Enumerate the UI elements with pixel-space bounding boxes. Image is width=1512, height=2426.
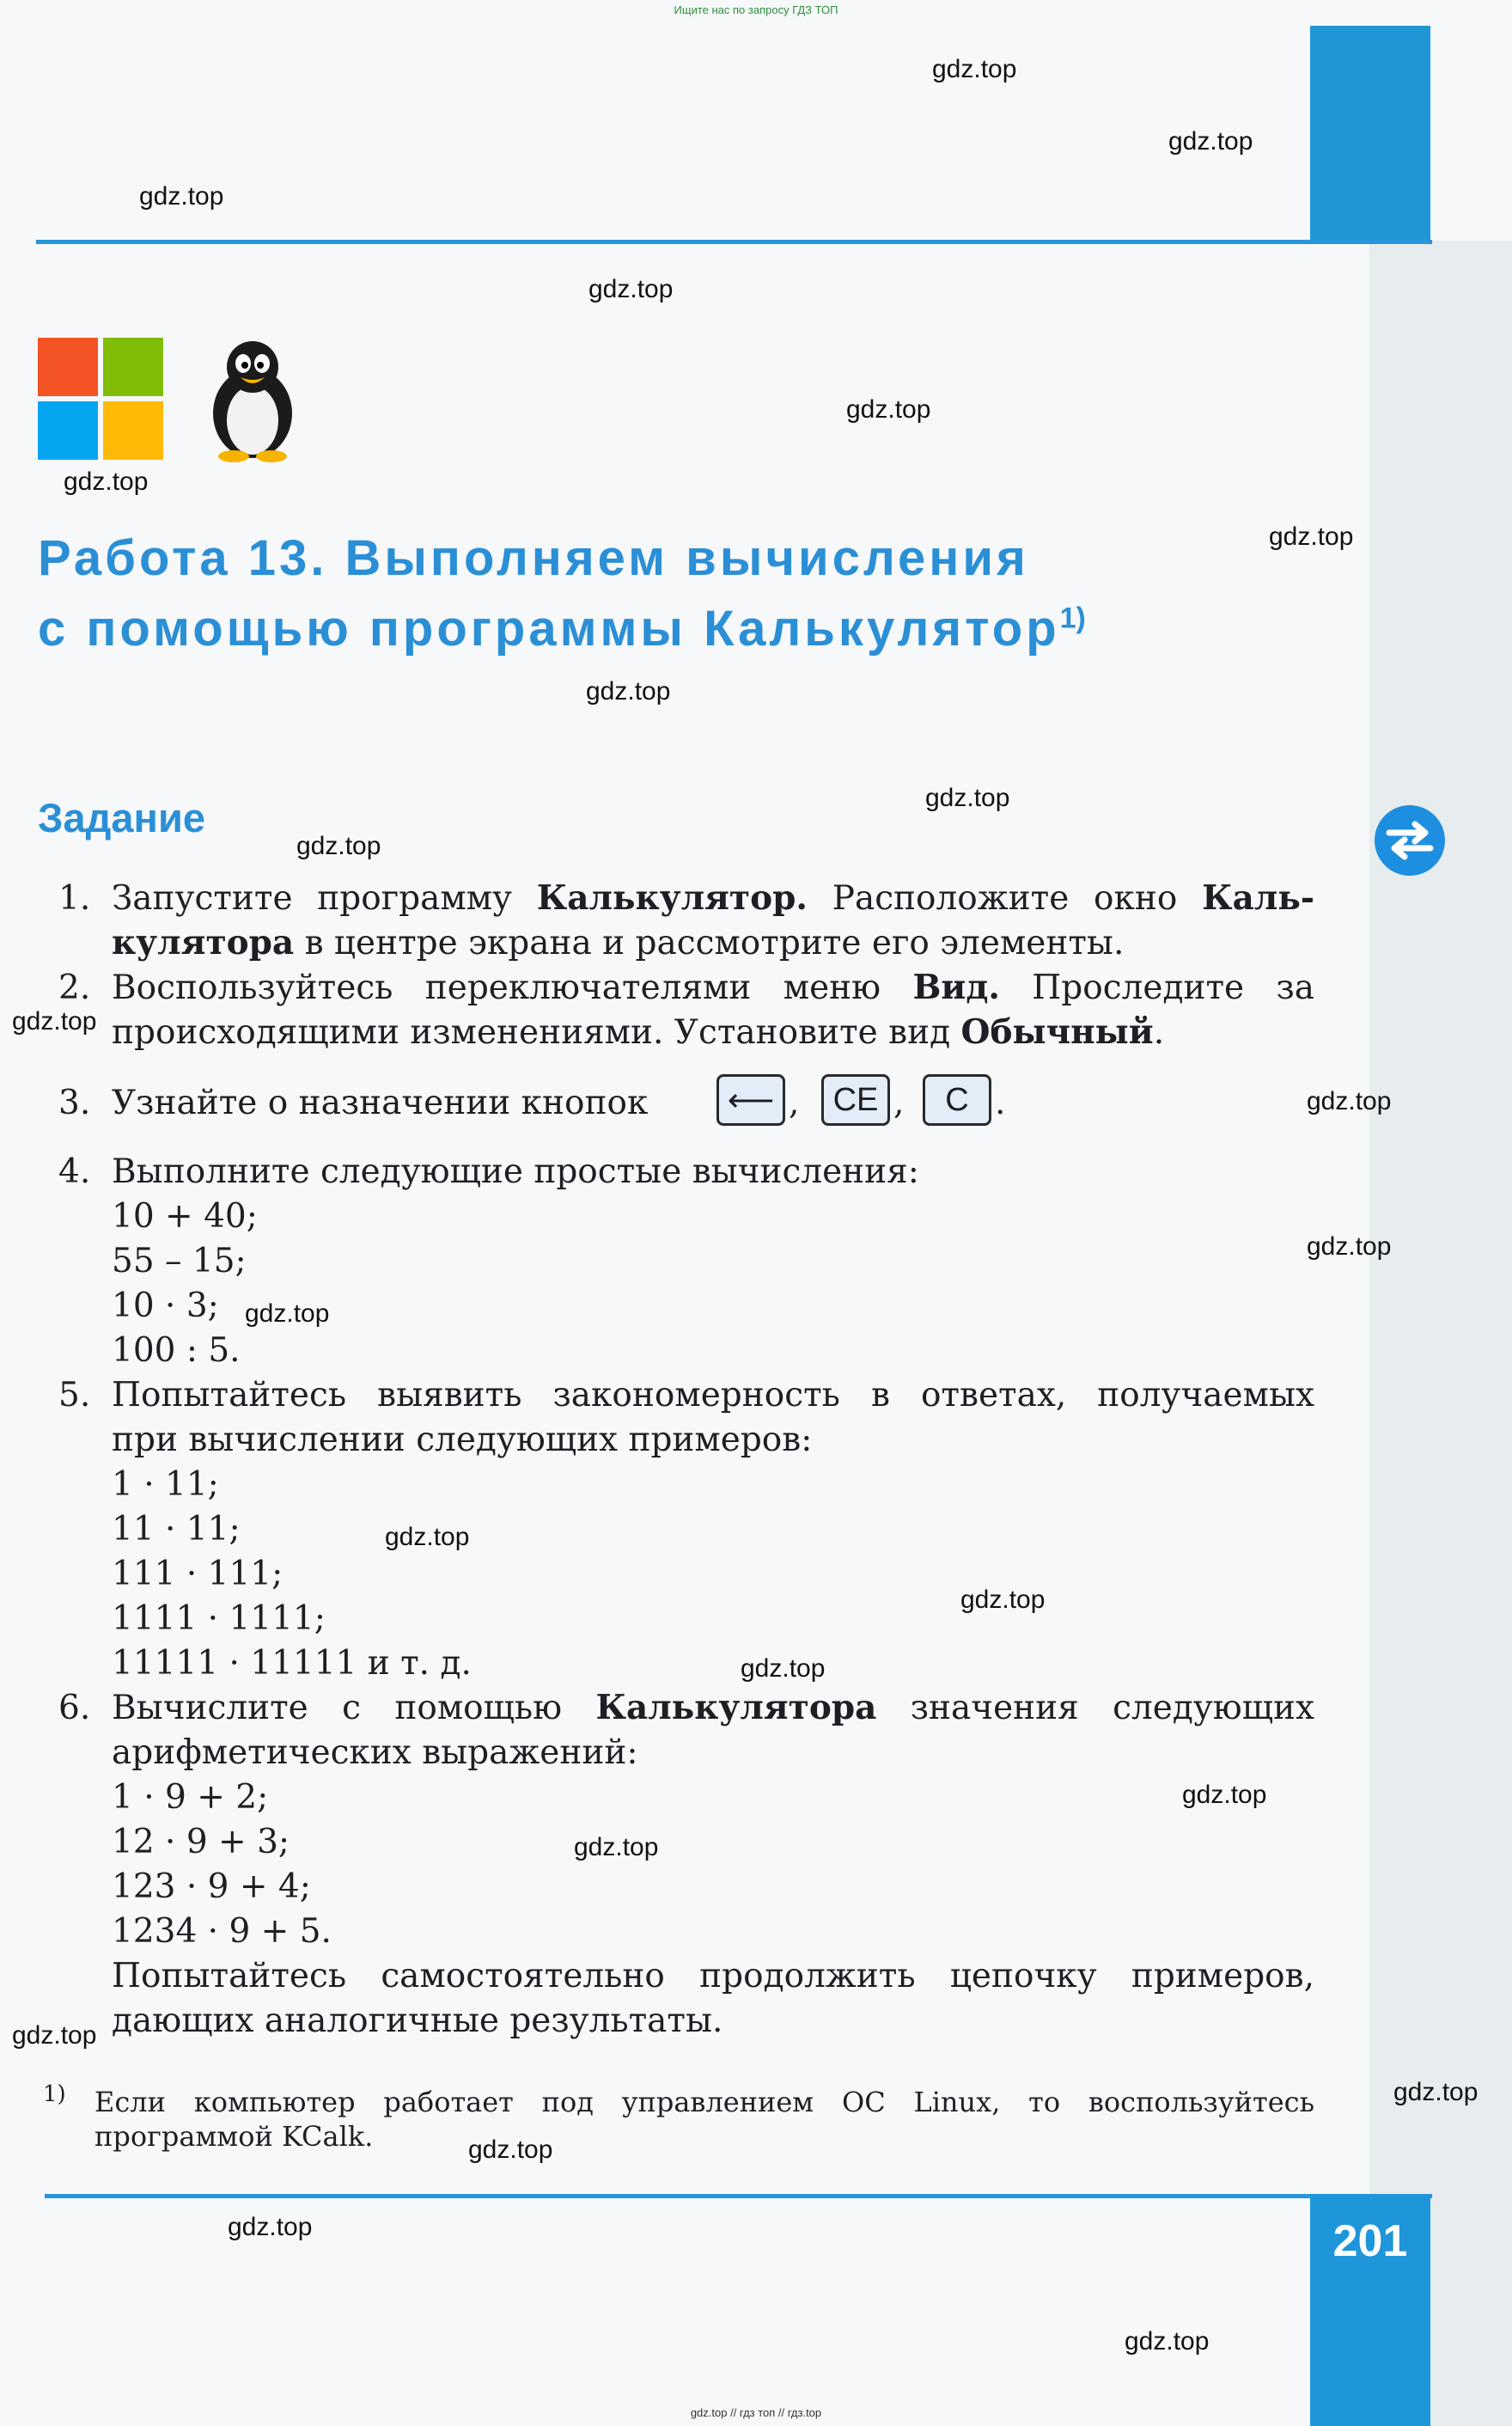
page-number: 201	[1332, 2216, 1408, 2266]
penguin-icon	[199, 338, 306, 462]
task-1-program: Калькулятор.	[536, 878, 808, 918]
watermark: gdz.top	[64, 467, 149, 496]
task-4-number: 4.	[58, 1152, 91, 1191]
bottom-note: gdz.top // гдз топ // гдз.top	[690, 2406, 822, 2419]
task-6-text-2: значения следующих	[876, 1689, 1315, 1727]
watermark: gdz.top	[139, 182, 224, 211]
task-6-paragraph-line-2: дающих аналогичные результаты.	[112, 2001, 723, 2040]
top-note: Ищите нас по запросу ГДЗ ТОП	[674, 3, 838, 16]
task-2-line-1	[112, 968, 1314, 1007]
task-1-program-3: кулятора	[112, 923, 295, 962]
footnote-mark: 1)	[43, 2081, 66, 2107]
logo-square-blue	[38, 401, 98, 460]
task-1-program-2: Каль-	[1202, 878, 1315, 918]
watermark: gdz.top	[1307, 1232, 1392, 1261]
watermark: gdz.top	[1168, 127, 1253, 156]
work-title-line-1: Работа 13. Выполняем вычисления	[38, 530, 1029, 586]
watermark: gdz.top	[385, 1523, 470, 1551]
footnote-line-2: программой KCalk.	[94, 2120, 374, 2153]
work-title-line-2-text: с помощью программы Калькулятор	[38, 601, 1060, 657]
logo-square-green	[103, 338, 163, 396]
task-4-text: Выполните следующие простые вычисления:	[112, 1152, 919, 1191]
watermark: gdz.top	[245, 1299, 330, 1328]
watermark: gdz.top	[1393, 2078, 1478, 2106]
backspace-key: ⟵	[716, 1074, 785, 1126]
c-key: C	[923, 1074, 991, 1126]
task-2-text-3: происходящими изменениями. Установите вид	[112, 1013, 961, 1052]
task-5-item: 1111 · 1111;	[112, 1599, 326, 1638]
task-3-comma-2: ,	[893, 1084, 905, 1122]
task-1-text-3: в центре экрана и рассмотрите его элементы.	[294, 924, 1125, 962]
logo-square-red	[38, 338, 98, 396]
task-2-line-2	[112, 1012, 1165, 1052]
footer-rule	[45, 2194, 1432, 2198]
watermark: gdz.top	[12, 1007, 97, 1036]
task-3-comma-1: ,	[789, 1084, 800, 1122]
watermark: gdz.top	[574, 1833, 659, 1861]
task-5-line-1: Попытайтесь выявить закономерность в ответах, получаемых	[112, 1376, 1314, 1415]
task-5-item: 11111 · 11111 и т. д.	[112, 1644, 472, 1683]
right-band-top	[1310, 26, 1430, 241]
swap-arrows-glyph	[1386, 821, 1434, 860]
watermark: gdz.top	[228, 2213, 313, 2241]
task-2-text-2: Проследите за	[999, 969, 1314, 1007]
task-4-item: 10 · 3;	[112, 1286, 219, 1325]
task-6-item: 1234 · 9 + 5.	[112, 1912, 332, 1951]
task-5-line-2: при вычислении следующих примеров:	[112, 1421, 813, 1459]
watermark: gdz.top	[960, 1586, 1046, 1614]
watermark: gdz.top	[925, 784, 1010, 812]
task-3-number: 3.	[58, 1084, 91, 1122]
watermark: gdz.top	[468, 2136, 553, 2164]
swap-arrows-icon[interactable]	[1375, 805, 1445, 876]
watermark: gdz.top	[296, 832, 381, 860]
task-5-item: 1 · 11;	[112, 1465, 219, 1504]
task-6-text: Вычислите с помощью	[112, 1689, 596, 1727]
watermark: gdz.top	[12, 2021, 97, 2050]
task-5-item: 111 · 111;	[112, 1555, 284, 1593]
ce-key: CE	[821, 1074, 890, 1126]
task-3-text: Узнайте о назначении кнопок	[112, 1084, 649, 1122]
task-6-line-2: арифметических выражений:	[112, 1733, 638, 1772]
watermark: gdz.top	[846, 395, 931, 424]
task-4-item: 100 : 5.	[112, 1331, 241, 1370]
task-1-line-1	[112, 878, 1315, 918]
watermark: gdz.top	[932, 55, 1017, 83]
header-rule	[36, 240, 1432, 244]
task-6-item: 123 · 9 + 4;	[112, 1867, 311, 1906]
task-6-item: 12 · 9 + 3;	[112, 1823, 290, 1861]
watermark: gdz.top	[741, 1654, 826, 1683]
watermark: gdz.top	[1125, 2327, 1210, 2356]
logo-square-yellow	[103, 401, 163, 460]
task-2-period: .	[1153, 1013, 1165, 1052]
watermark: gdz.top	[588, 275, 674, 303]
task-1-number: 1.	[58, 879, 91, 918]
task-6-paragraph-line-1: Попытайтесь самостоятельно продолжить цепочку примеров,	[112, 1957, 1314, 1995]
footnote-line-1: Если компьютер работает под управлением ОС Linux, то воспользуйтесь	[94, 2086, 1314, 2118]
task-2-view: Обычный	[960, 1012, 1154, 1052]
task-3-period: .	[995, 1084, 1006, 1122]
task-1-line-2	[112, 923, 1125, 962]
watermark: gdz.top	[1269, 522, 1354, 551]
task-5-item: 11 · 11;	[112, 1510, 241, 1549]
watermark: gdz.top	[586, 677, 671, 706]
task-4-item: 10 + 40;	[112, 1197, 258, 1236]
task-5-number: 5.	[58, 1376, 91, 1415]
task-2-menu: Вид.	[912, 968, 1000, 1007]
task-6-program: Калькулятора	[595, 1688, 877, 1727]
task-4-item: 55 – 15;	[112, 1242, 247, 1280]
footnote-marker: 1)	[1059, 602, 1086, 635]
task-2-number: 2.	[58, 969, 91, 1007]
task-6-number: 6.	[58, 1689, 91, 1727]
task-1-text-2: Расположите окно	[807, 879, 1203, 918]
task-6-item: 1 · 9 + 2;	[112, 1778, 269, 1817]
watermark: gdz.top	[1307, 1087, 1392, 1115]
task-6-line-1	[112, 1688, 1315, 1727]
work-title-line-2	[38, 600, 1086, 657]
task-1-text: Запустите программу	[112, 879, 537, 918]
section-heading: Задание	[38, 795, 205, 840]
task-2-text: Воспользуйтесь переключателями меню	[112, 969, 913, 1007]
watermark: gdz.top	[1182, 1781, 1267, 1809]
